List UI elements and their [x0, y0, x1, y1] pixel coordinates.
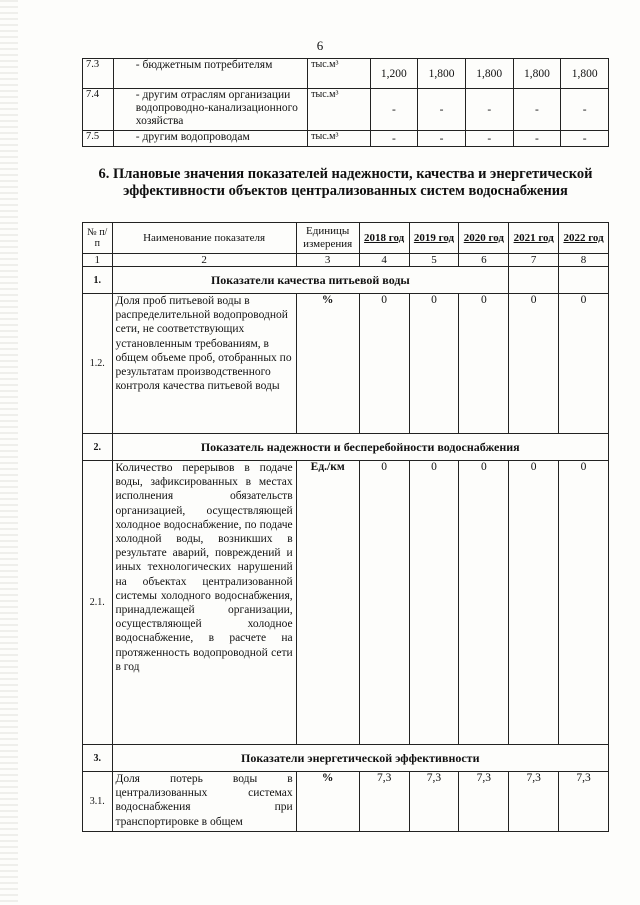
section-num: 2.: [83, 434, 113, 461]
table-row: [83, 59, 609, 89]
row-num: 1.2.: [83, 294, 113, 434]
page-number: 6: [316, 38, 324, 53]
column-index: 3: [296, 254, 359, 267]
top-table: [82, 58, 609, 147]
row-value: 7,3: [359, 772, 409, 832]
row-value: -: [418, 89, 466, 131]
row-name: Количество перерывов в подаче воды, зафиксированных в местах исполнения обязательств организацией, осуществляющей холодное водоснабжение, по подаче холодной воды, возникших в результате аварий, повреждений и иных технологических нарушений на объектах централизованной системы холодного водоснабжения, принадлежащей организации, осуществляющей холодное водоснабжение, в расчете на протяженность водопроводной сети в год: [112, 461, 296, 745]
row-value: 0: [459, 294, 509, 434]
section-title: 6. Плановые значения показателей надежности, качества и энергетической эффективности объектов централизованных систем водоснабжения: [98, 166, 593, 199]
table-header-row: [83, 223, 609, 254]
header-unit: Единицы измерения: [296, 223, 359, 254]
row-name: Доля проб питьевой воды в распределительной водопроводной сети, не соответствующих установленным требованиям, в общем объеме проб, отобранных по результатам производственного контроля качества питьевой воды: [112, 294, 296, 434]
row-value: 7,3: [559, 772, 609, 832]
row-unit: %: [296, 772, 359, 832]
row-value: 0: [459, 461, 509, 745]
column-index: 7: [509, 254, 559, 267]
row-value: -: [418, 131, 466, 147]
table-row: [83, 772, 609, 832]
section-heading: Показатели качества питьевой воды: [112, 267, 509, 294]
section-row: [83, 267, 609, 294]
header-name: Наименование показателя: [112, 223, 296, 254]
row-value: -: [561, 131, 609, 147]
row-name: - бюджетным потребителям: [113, 59, 307, 89]
header-year: 2021 год: [509, 223, 559, 254]
row-value: -: [513, 131, 561, 147]
row-value: 1,800: [561, 59, 609, 89]
empty-cell: [559, 267, 609, 294]
header-year: 2019 год: [409, 223, 459, 254]
row-value: 0: [409, 294, 459, 434]
row-unit: тыс.м³: [308, 89, 370, 131]
row-unit: %: [296, 294, 359, 434]
scan-edge-artifact: [0, 0, 18, 905]
column-index: 1: [83, 254, 113, 267]
section-row: [83, 434, 609, 461]
column-index: 5: [409, 254, 459, 267]
row-unit: тыс.м³: [308, 131, 370, 147]
row-num: 7.5: [83, 131, 114, 147]
section-row: [83, 745, 609, 772]
row-name: - другим водопроводам: [113, 131, 307, 147]
table-row: [83, 89, 609, 131]
row-value: 0: [409, 461, 459, 745]
row-num: 7.4: [83, 89, 114, 131]
row-value: 0: [359, 294, 409, 434]
row-num: 2.1.: [83, 461, 113, 745]
table-row: [83, 131, 609, 147]
row-value: 1,200: [370, 59, 418, 89]
row-value: 0: [559, 294, 609, 434]
row-unit: Ед./км: [296, 461, 359, 745]
table-row: [83, 294, 609, 434]
row-value: 0: [359, 461, 409, 745]
row-unit: тыс.м³: [308, 59, 370, 89]
row-value: 0: [509, 461, 559, 745]
empty-cell: [509, 267, 559, 294]
row-value: 7,3: [509, 772, 559, 832]
column-index: 6: [459, 254, 509, 267]
section-num: 3.: [83, 745, 113, 772]
row-num: 7.3: [83, 59, 114, 89]
header-year: 2022 год: [559, 223, 609, 254]
table-row: [83, 461, 609, 745]
row-value: -: [513, 89, 561, 131]
row-value: 1,800: [513, 59, 561, 89]
row-value: -: [370, 89, 418, 131]
row-value: 0: [509, 294, 559, 434]
row-value: -: [561, 89, 609, 131]
column-index: 2: [112, 254, 296, 267]
column-index: 8: [559, 254, 609, 267]
header-year: 2020 год: [459, 223, 509, 254]
row-value: -: [465, 89, 513, 131]
row-value: 1,800: [418, 59, 466, 89]
indicators-table: [82, 222, 609, 832]
section-heading: Показатели энергетической эффективности: [112, 745, 609, 772]
column-index: 4: [359, 254, 409, 267]
row-value: 0: [559, 461, 609, 745]
row-num: 3.1.: [83, 772, 113, 832]
row-name: - другим отраслям организации водопроводно-канализационного хозяйства: [113, 89, 307, 131]
row-value: 7,3: [459, 772, 509, 832]
header-num: № п/п: [83, 223, 113, 254]
section-num: 1.: [83, 267, 113, 294]
row-value: 1,800: [465, 59, 513, 89]
section-heading: Показатель надежности и бесперебойности водоснабжения: [112, 434, 609, 461]
row-name: Доля потерь воды в централизованных системах водоснабжения при транспортировке в общем: [112, 772, 296, 832]
row-value: 7,3: [409, 772, 459, 832]
row-value: -: [465, 131, 513, 147]
header-year: 2018 год: [359, 223, 409, 254]
column-index-row: [83, 254, 609, 267]
row-value: -: [370, 131, 418, 147]
